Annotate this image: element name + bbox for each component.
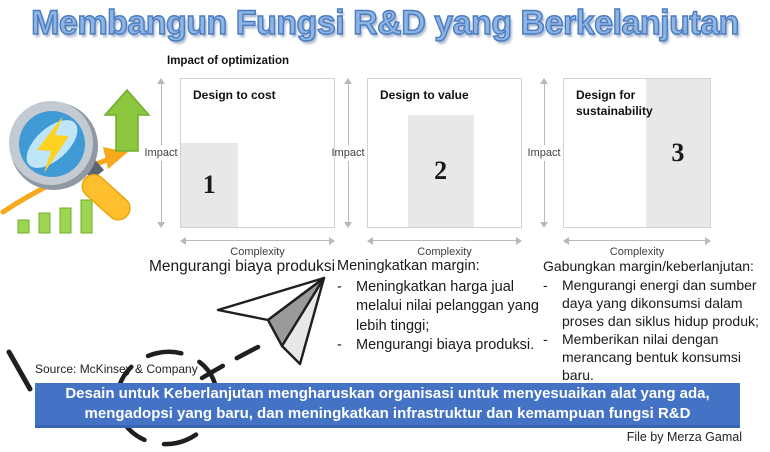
chart2-y-axis-label: Impact	[331, 147, 365, 159]
magnifier-analytics-icon	[0, 66, 158, 248]
conclusion-banner-text: Desain untuk Keberlanjutan mengharuskan organisasi untuk menyesuaikan alat yang ada, mengadopsi yang baru, dan meningkatkan infrastruktur dan kemampuan fungsi R&D	[65, 385, 710, 422]
description-2-title: Meningkatkan margin:	[337, 258, 480, 274]
bullet-text: Meningkatkan harga jual melalui nilai pelanggan yang lebih tinggi;	[356, 278, 539, 334]
list-item	[337, 278, 541, 337]
description-col-1	[146, 258, 338, 277]
source-note: Source: McKinsey & Company	[35, 362, 198, 376]
list-item	[337, 336, 541, 356]
bullet-dash: -	[337, 337, 342, 353]
section-header: Impact of optimization	[167, 55, 290, 67]
page-title: Membangun Fungsi R&D yang Berkelanjutan	[31, 4, 739, 42]
bullet-text: Mengurangi energi dan sumber daya yang dikonsumsi dalam proses dan siklus hidup produk;	[562, 277, 759, 329]
chart3-title: Design for sustainability	[576, 88, 653, 118]
description-1-text: Mengurangi biaya produksi	[148, 258, 336, 275]
chart1-y-axis-label: Impact	[144, 147, 178, 159]
bullet-dash: -	[543, 331, 548, 347]
paper-plane-icon	[212, 268, 334, 368]
list-item	[543, 330, 768, 384]
chart3-x-axis-label: Complexity	[609, 246, 665, 258]
chart1-bar-label: 1	[202, 169, 216, 199]
bullet-text: Mengurangi biaya produksi.	[356, 337, 535, 353]
chart2-x-axis-label: Complexity	[417, 246, 472, 258]
conclusion-banner	[35, 383, 740, 428]
bullet-dash: -	[543, 277, 548, 293]
chart3-y-axis-label: Impact	[527, 147, 561, 159]
up-arrow-icon	[105, 90, 149, 151]
chart2-bar-label: 2	[434, 155, 448, 185]
chart3-bar-label: 3	[671, 138, 685, 167]
chart2-title: Design to value	[380, 88, 469, 102]
bullet-dash: -	[337, 278, 342, 295]
list-item	[543, 276, 768, 330]
chart1-x-axis-label: Complexity	[230, 246, 285, 258]
bullet-text: Memberikan nilai dengan merancang bentuk konsumsi baru.	[562, 331, 741, 383]
bar-chart-icon	[18, 200, 92, 233]
description-col-2	[337, 257, 541, 356]
chart1-title: Design to cost	[193, 88, 276, 102]
file-credit: File by Merza Gamal	[626, 430, 742, 444]
description-col-3	[543, 257, 768, 384]
description-3-title: Gabungkan margin/keberlanjutan:	[543, 258, 754, 274]
